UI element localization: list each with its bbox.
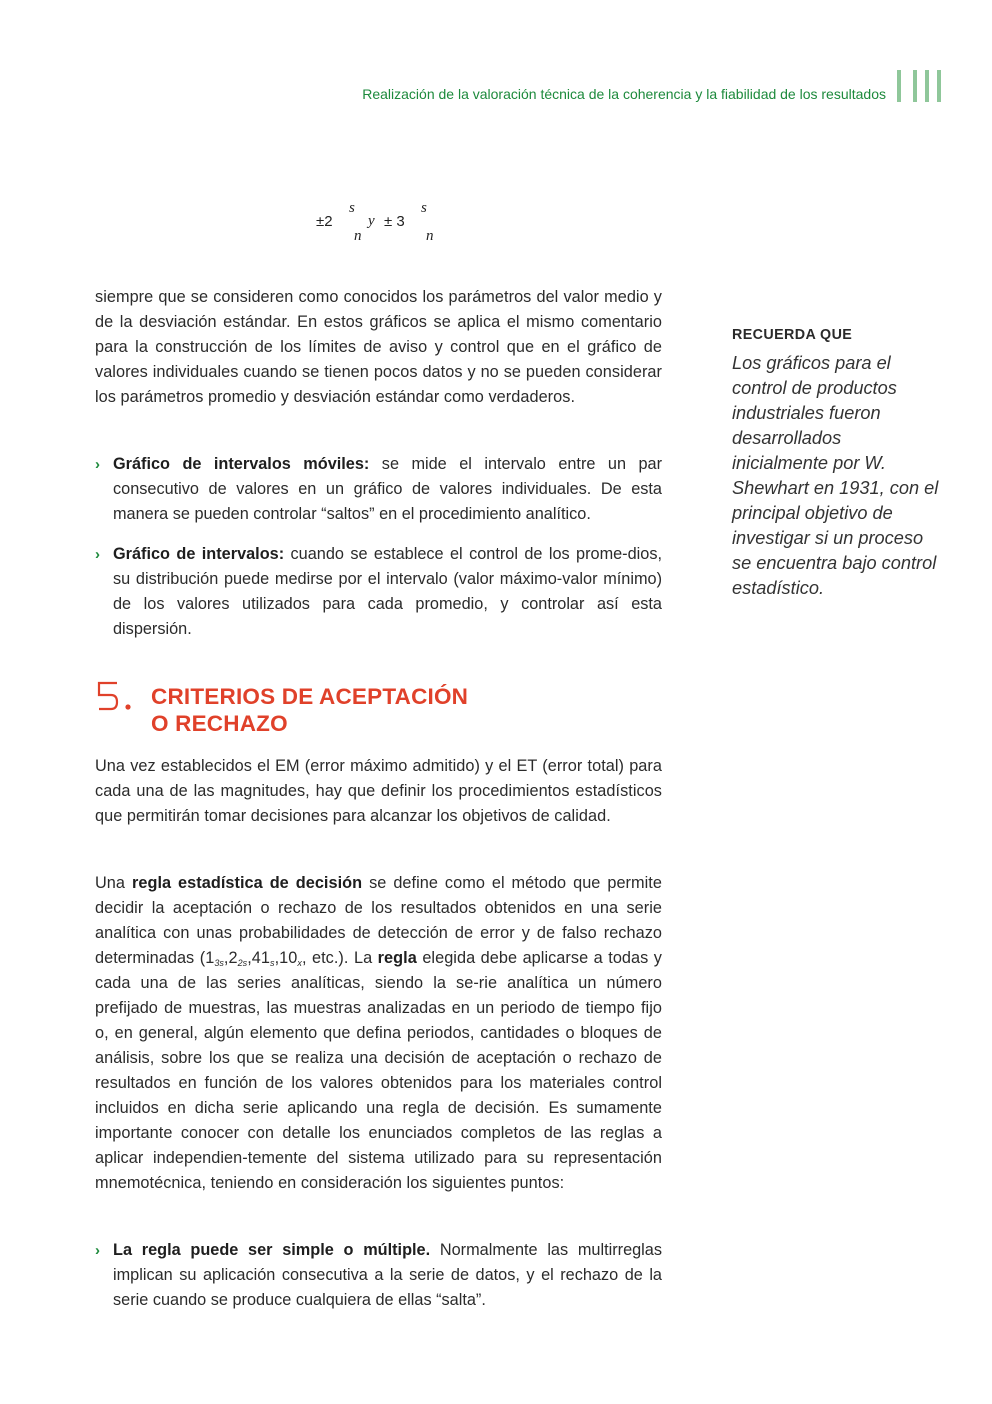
formula-s2: s (421, 200, 427, 216)
formula-n2: n (426, 228, 434, 244)
control-limits-formula (316, 200, 456, 250)
formula-pm2: ±2 (316, 213, 333, 230)
section-number-five (95, 679, 143, 715)
running-header: Realización de la valoración técnica de la coherencia y la fiabilidad de los resultados (362, 86, 886, 102)
bullet-text: cuando se establece el control de los prome-dios, su distribución puede medirse por el intervalo (valor máximo-valor mínimo) de los valores utilizados para cada promedio, y controlar así esta dispersión. (113, 545, 662, 638)
bullet-chevron-icon: › (95, 546, 100, 563)
bullet-item (95, 542, 662, 642)
bullet-item (95, 1238, 662, 1313)
section-title: CRITERIOS DE ACEPTACIÓN O RECHAZO (151, 684, 469, 736)
paragraph-block (95, 754, 662, 829)
intro-paragraph: siempre que se consideren como conocidos los parámetros del valor medio y de la desviación estándar. En estos gráficos se aplica el mismo comentario para la construcción de los límites de aviso y control que en el gráfico de valores individuales cuando se tienen pocos datos y no se pueden considerar los parámetros promedio y desviación estándar como verdaderos. (95, 288, 662, 406)
header-bars-decoration (897, 70, 942, 102)
bullet-item (95, 452, 662, 527)
bullet-text: se mide el intervalo entre un par consecutivo de valores en un gráfico de valores individuales. De esta manera se pueden controlar “saltos” en el procedimiento analítico. (113, 455, 662, 523)
sidebar-title: RECUERDA QUE (732, 327, 853, 343)
formula-pm3: ± 3 (384, 213, 405, 230)
paragraph-decision-rule: Una regla estadística de decisión se define como el método que permite decidir la aceptación o rechazo de los resultados obtenidos en una serie analítica con unas probabilidades de detección de error y de falso rechazo determinadas ($1_{3s},2_{2s},41_s,10_x$, etc.). La regla elegida debe aplicarse a todas y cada una de las series analíticas, siendo la se-rie analítica un número prefijado de muestras, las muestras analizadas en un periodo de tiempo fijo o, en general, algún elemento que defina periodos, cantidades o bloques de análisis, sobre los que se realiza una decisión de aceptación o rechazo de resultados en función de los valores obtenidos para los materiales control incluidos en dicha serie aplicando una regla de decisión. Es sumamente importante conocer con detalle los enunciados completos de las reglas a aplicar independien-temente del sistema utilizado para su representación mnemotécnica, teniendo en consideración los siguientes puntos: (95, 874, 662, 1192)
bullet-chevron-icon: › (95, 456, 100, 473)
formula-s1: s (349, 200, 355, 216)
sidebar-text: Los gráficos para el control de productos industriales fueron desarrollados inicialmente por W. Shewhart en 1931, con el principal objetivo de investigar si un proceso se encuentra bajo control estadístico. (732, 353, 939, 598)
paragraph-block (95, 871, 662, 1196)
bullet-term: La regla puede ser simple o múltiple. (113, 1241, 431, 1259)
sidebar-note (732, 327, 942, 601)
emphasis-term: regla (377, 949, 417, 967)
intro-block (95, 285, 662, 410)
formula-n1: n (354, 228, 362, 244)
bullet-text: Normalmente las multirreglas implican su aplicación consecutiva a la serie de datos, y el rechazo de la serie cuando se produce cualquiera de ellas “salta”. (113, 1241, 662, 1309)
formula-y: y (368, 213, 375, 229)
bullet-chevron-icon: › (95, 1242, 100, 1259)
emphasis-term: regla estadística de decisión (131, 874, 363, 892)
bullet-term: Gráfico de intervalos móviles: (113, 455, 370, 473)
bullet-term: Gráfico de intervalos: (113, 545, 285, 563)
paragraph-definitions: Una vez establecidos el EM (error máximo admitido) y el ET (error total) para cada una de las magnitudes, hay que definir los procedimientos estadísticos que permitirán tomar decisiones para alcanzar los objetivos de calidad. (95, 757, 662, 825)
